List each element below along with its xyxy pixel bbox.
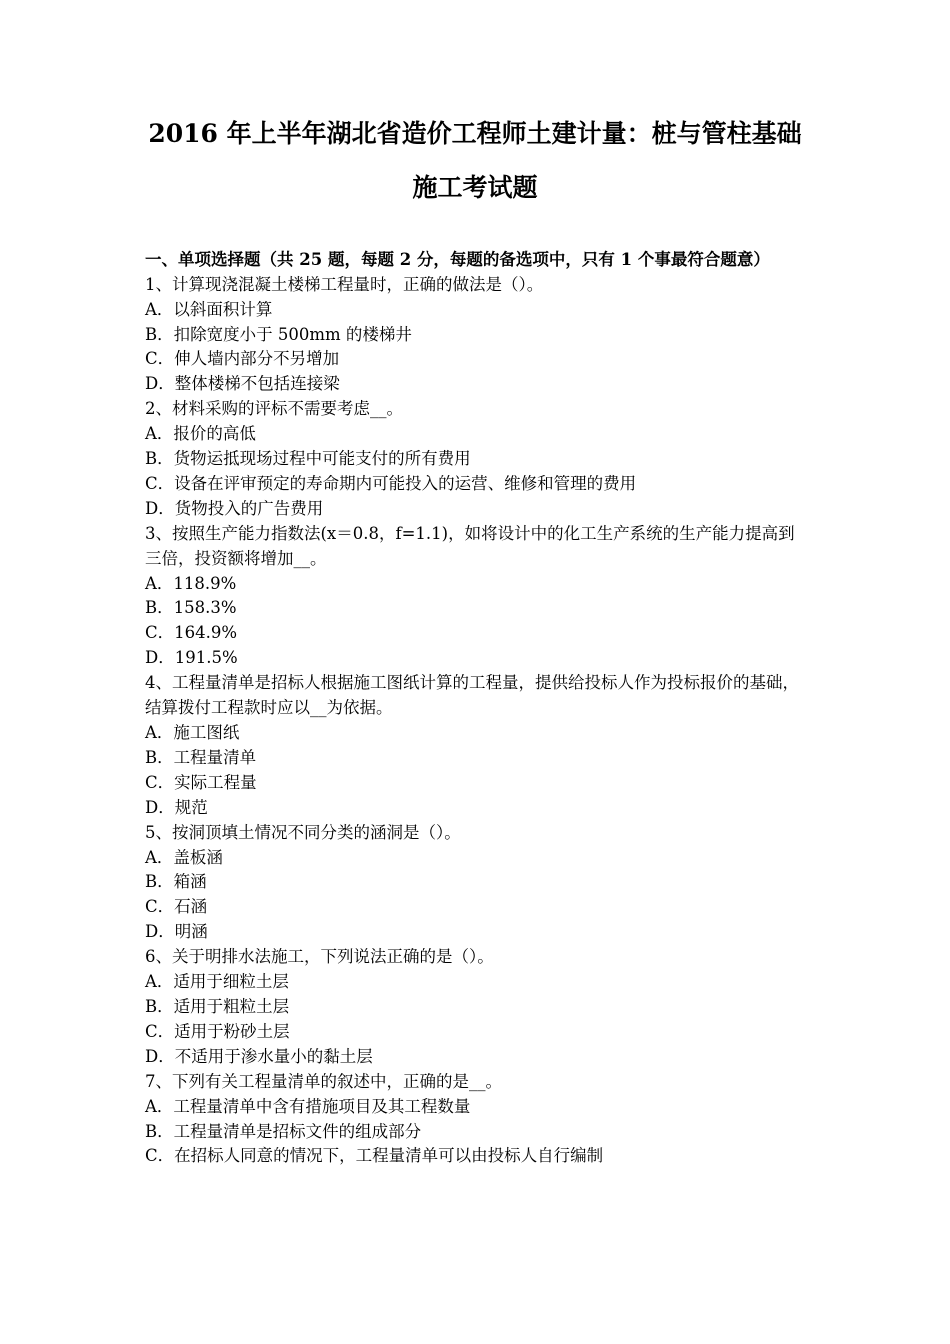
question-7 [145,1070,810,1170]
option-a: A．118.9% [145,573,237,593]
document-title-line-1: 2016 年上半年湖北省造价工程师土建计量：桩与管柱基础 [148,119,802,148]
option-c: C．伸人墙内部分不另增加 [145,349,340,369]
question-stem: 7、下列有关工程量清单的叙述中，正确的是__。 [145,1071,502,1091]
option-d: D．不适用于渗水量小的黏土层 [145,1046,373,1066]
question-stem: 6、关于明排水法施工，下列说法正确的是（）。 [145,947,494,967]
question-6 [145,945,810,1070]
option-d: D．191.5% [145,648,238,668]
question-stem: 2、材料采购的评标不需要考虑__。 [145,399,403,419]
question-3 [145,522,810,671]
document-body [145,248,810,1169]
question-5 [145,821,810,946]
option-c: C．在招标人同意的情况下，工程量清单可以由投标人自行编制 [145,1146,604,1166]
option-d: D．整体楼梯不包括连接梁 [145,374,340,394]
question-stem: 1、计算现浇混凝土楼梯工程量时，正确的做法是（）。 [145,274,544,294]
question-4 [145,671,810,820]
document-title-line-2: 施工考试题 [412,173,538,202]
option-c: C．适用于粉砂土层 [145,1021,290,1041]
option-b: B．适用于粗粒土层 [145,996,290,1016]
option-a: A．适用于细粒土层 [145,972,289,992]
option-b: B．箱涵 [145,872,207,892]
option-b: B．工程量清单 [145,747,257,767]
option-a: A．盖板涵 [145,847,223,867]
option-d: D．规范 [145,797,208,817]
question-stem: 5、按洞顶填土情况不同分类的涵洞是（）。 [145,822,461,842]
option-a: A．以斜面积计算 [145,299,273,319]
option-a: A．报价的高低 [145,424,256,444]
question-stem: 3、按照生产能力指数法(x＝0.8，f=1.1)，如将设计中的化工生产系统的生产能力提高到三倍，投资额将增加__。 [145,523,795,568]
option-b: B．158.3% [145,598,237,618]
option-d: D．货物投入的广告费用 [145,498,324,518]
section-header: 一、单项选择题（共 25 题，每题 2 分，每题的备选项中，只有 1 个事最符合题意） [145,250,770,269]
option-d: D．明涵 [145,922,208,942]
option-c: C．实际工程量 [145,772,257,792]
option-a: A．施工图纸 [145,723,240,743]
option-a: A．工程量清单中含有措施项目及其工程数量 [145,1096,471,1116]
option-c: C．石涵 [145,897,208,917]
option-b: B．扣除宽度小于 500mm 的楼梯井 [145,324,412,344]
option-b: B．工程量清单是招标文件的组成部分 [145,1121,422,1141]
option-b: B．货物运抵现场过程中可能支付的所有费用 [145,449,471,469]
question-stem: 4、工程量清单是招标人根据施工图纸计算的工程量，提供给投标人作为投标报价的基础，结算拨付工程款时应以__为依据。 [145,673,799,718]
option-c: C．设备在评审预定的寿命期内可能投入的运营、维修和管理的费用 [145,473,637,493]
question-1 [145,273,810,398]
question-2 [145,397,810,522]
option-c: C．164.9% [145,623,238,643]
